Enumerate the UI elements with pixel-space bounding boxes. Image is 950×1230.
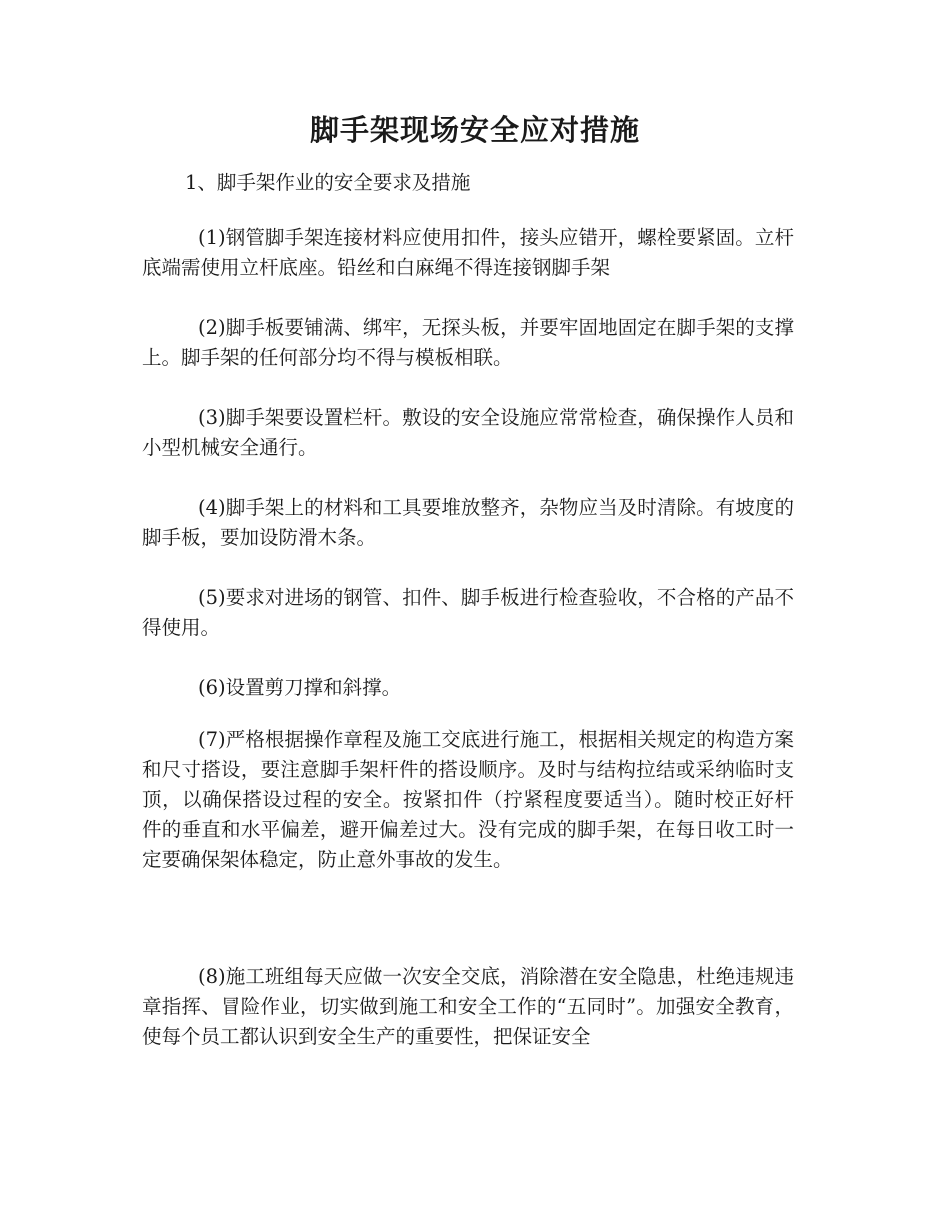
paragraph-4: (4)脚手架上的材料和工具要堆放整齐，杂物应当及时清除。有坡度的脚手板，要加设防滑木条。: [142, 496, 794, 549]
section-heading: 1、脚手架作业的安全要求及措施: [185, 171, 471, 194]
document-title: 脚手架现场安全应对措施: [309, 113, 640, 147]
paragraph-7: (7)严格根据操作章程及施工交底进行施工，根据相关规定的构造方案和尺寸搭设，要注意脚手架杆件的搭设顺序。及时与结构拉结或采纳临时支顶，以确保搭设过程的安全。按紧扣件（拧紧程度要适当）。随时校正好杆件的垂直和水平偏差，避开偏差过大。没有完成的脚手架，在每日收工时一定要确保架体稳定，防止意外事故的发生。: [142, 728, 794, 871]
paragraph-6: (6)设置剪刀撑和斜撑。: [198, 676, 402, 699]
paragraph-3: (3)脚手架要设置栏杆。敷设的安全设施应常常检查，确保操作人员和小型机械安全通行。: [142, 406, 794, 459]
paragraph-1: (1)钢管脚手架连接材料应使用扣件，接头应错开，螺栓要紧固。立杆底端需使用立杆底座。铅丝和白麻绳不得连接钢脚手架: [142, 226, 794, 279]
paragraph-5: (5)要求对进场的钢管、扣件、脚手板进行检查验收，不合格的产品不得使用。: [142, 586, 794, 639]
paragraph-8: (8)施工班组每天应做一次安全交底，消除潜在安全隐患，杜绝违规违章指挥、冒险作业，切实做到施工和安全工作的“五同时”。加强安全教育，使每个员工都认识到安全生产的重要性，把保证安全: [142, 965, 794, 1048]
paragraph-2: (2)脚手板要铺满、绑牢，无探头板，并要牢固地固定在脚手架的支撑上。脚手架的任何部分均不得与模板相联。: [142, 316, 794, 369]
